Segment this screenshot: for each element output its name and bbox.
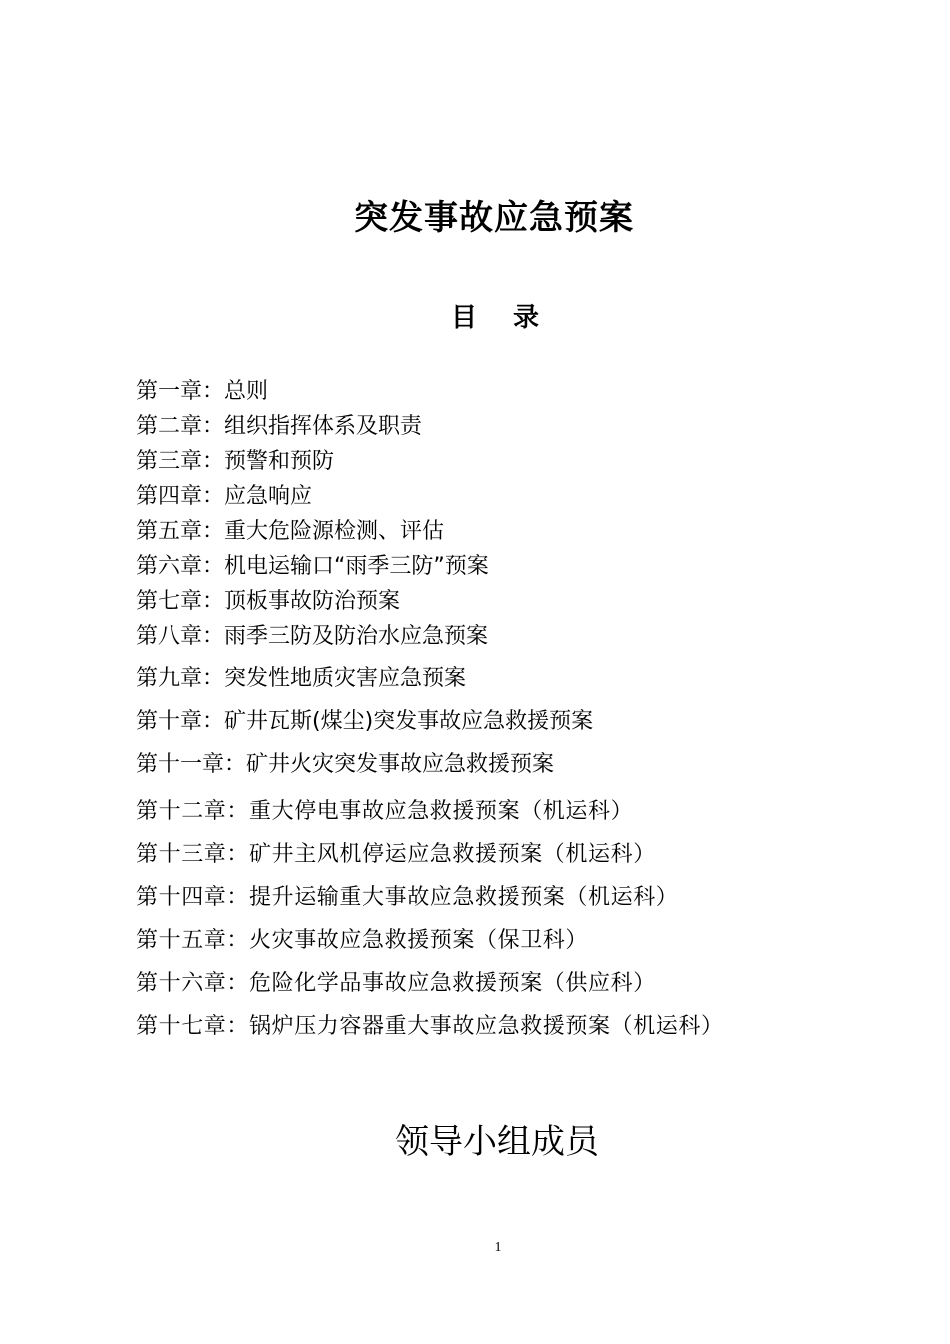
toc-item: 第五章：重大危险源检测、评估 (136, 519, 445, 544)
toc-item: 第二章：组织指挥体系及职责 (136, 414, 423, 439)
toc-item: 第七章：顶板事故防治预案 (136, 589, 401, 614)
toc-item: 第十二章：重大停电事故应急救援预案（机运科） (136, 799, 634, 824)
toc-heading-right: 录 (513, 303, 540, 333)
toc-item: 第一章：总则 (136, 379, 269, 404)
section-heading: 领导小组成员 (395, 1122, 599, 1162)
toc-item: 第八章：雨季三防及防治水应急预案 (136, 624, 489, 649)
toc-item: 第十六章：危险化学品事故应急救援预案（供应科） (136, 971, 656, 996)
toc-item: 第十四章：提升运输重大事故应急救援预案（机运科） (136, 885, 679, 910)
toc-heading (0, 300, 950, 336)
toc-item: 第九章：突发性地质灾害应急预案 (136, 666, 467, 691)
toc-item: 第十三章：矿井主风机停运应急救援预案（机运科） (136, 842, 656, 867)
toc-item: 第十五章：火灾事故应急救援预案（保卫科） (136, 928, 589, 953)
toc-item: 第十章：矿井瓦斯(煤尘)突发事故应急救援预案 (136, 709, 594, 734)
toc-item: 第十一章：矿井火灾突发事故应急救援预案 (136, 752, 555, 777)
toc-heading-left: 目 (450, 303, 477, 333)
toc-item: 第四章：应急响应 (136, 484, 313, 509)
toc-item: 第十七章：锅炉压力容器重大事故应急救援预案（机运科） (136, 1014, 724, 1039)
document-title: 突发事故应急预案 (354, 198, 634, 238)
toc-item: 第六章：机电运输口“雨季三防”预案 (136, 554, 489, 579)
toc-item: 第三章：预警和预防 (136, 449, 335, 474)
page-number: 1 (494, 1240, 502, 1255)
